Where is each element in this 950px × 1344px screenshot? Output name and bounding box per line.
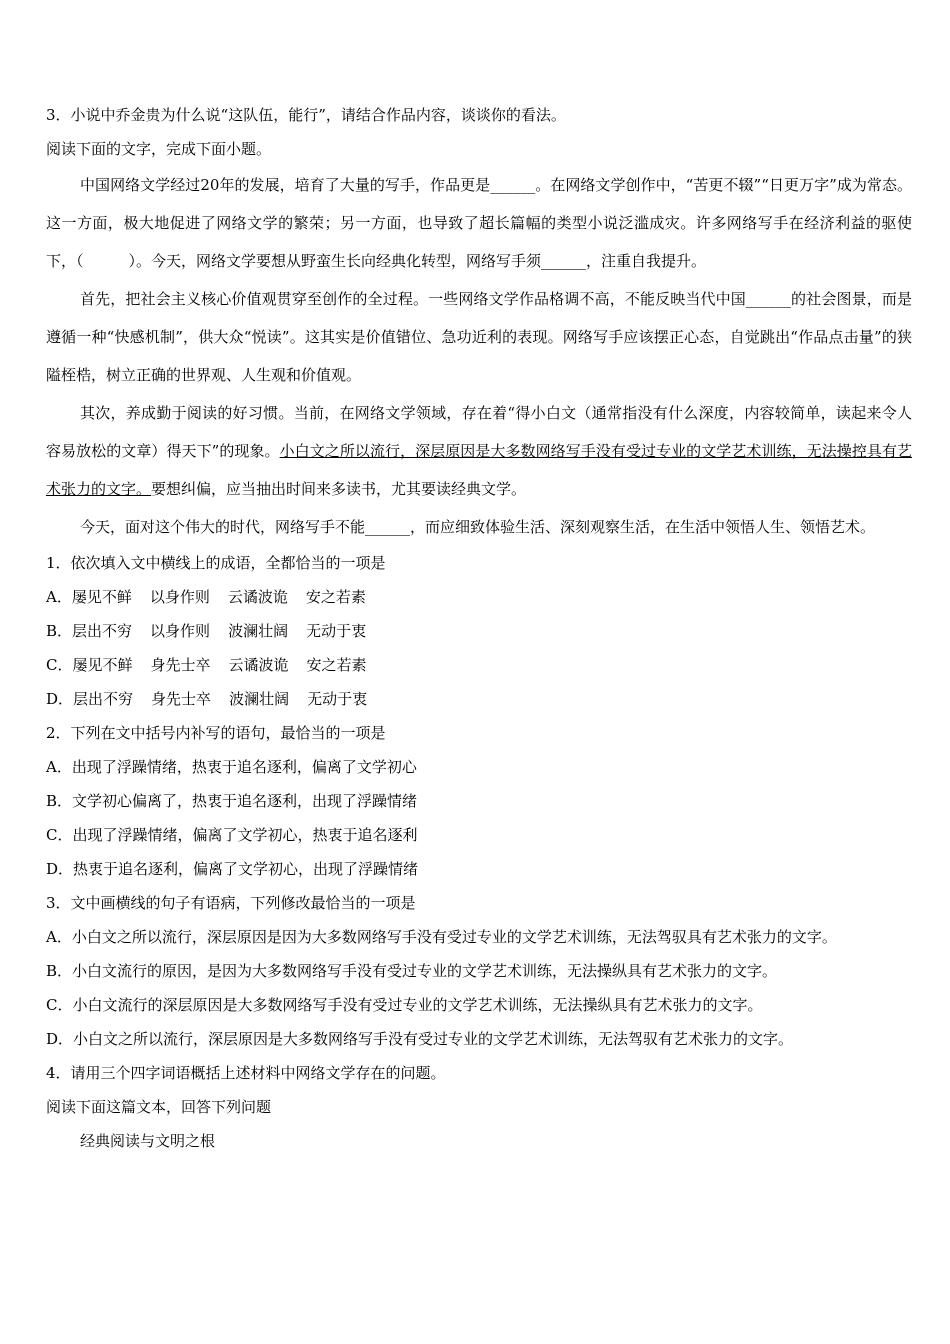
passage-paragraph-2: 首先，把社会主义核心价值观贯穿至创作的全过程。一些网络文学作品格调不高，不能反映当代中国______的社会图景，而是遵循一种“快感机制”，供大众“悦读”。这其实是价值错位、急功近利的表现。网络写手应该摆正心态，自觉跳出“作品点击量”的狭隘桎梏，树立正确的世界观、人生观和价值观。 bbox=[46, 290, 912, 384]
passage-p3-text: 其次，养成勤于阅读的好习惯。当前，在网络文学领域，存在着“得小白文（通常指没有什么深度，内容较简单，读起来令人容易放松的文章）得天下”的现象。 bbox=[46, 404, 912, 460]
question-4-stem: 4．请用三个四字词语概括上述材料中网络文学存在的问题。 bbox=[46, 1064, 446, 1082]
q2-option-a: A．出现了浮躁情绪，热衷于追名逐利，偏离了文学初心 bbox=[46, 758, 417, 776]
passage-p3-tail: 要想纠偏，应当抽出时间来多读书，尤其要读经典文学。 bbox=[151, 480, 527, 498]
question-3-stem: 3．文中画横线的句子有语病，下列修改最恰当的一项是 bbox=[46, 894, 416, 912]
passage-paragraph-1: 中国网络文学经过20年的发展，培育了大量的写手，作品更是______。在网络文学创作中，“苦更不辍”“日更万字”成为常态。这一方面，极大地促进了网络文学的繁荣；另一方面，也导致了超长篇幅的类型小说泛滥成灾。许多网络写手在经济利益的驱使下，（ ）。今天，网络文学要想从野蛮生长向经典化转型，网络写手须______，注重自我提升。 bbox=[46, 176, 912, 270]
q3-option-a: A．小白文之所以流行，深层原因是因为大多数网络写手没有受过专业的文学艺术训练，无法驾驭具有艺术张力的文字。 bbox=[46, 928, 837, 946]
q2-option-d: D．热衷于追名逐利，偏离了文学初心，出现了浮躁情绪 bbox=[46, 860, 419, 878]
q1-option-c: C．屡见不鲜 身先士卒 云谲波诡 安之若素 bbox=[46, 656, 367, 674]
section2-intro: 阅读下面这篇文本，回答下列问题 bbox=[46, 1098, 272, 1116]
previous-question-3: 3．小说中乔金贵为什么说“这队伍，能行”，请结合作品内容，谈谈你的看法。 bbox=[46, 106, 566, 124]
question-2-stem: 2．下列在文中括号内补写的语句，最恰当的一项是 bbox=[46, 724, 386, 742]
section-intro: 阅读下面的文字，完成下面小题。 bbox=[46, 140, 272, 158]
underlined-sentence: 小白文之所以流行，深层原因是大多数网络写手没有受过专业的文学艺术训练，无法操控具有艺术张力的文字。 bbox=[46, 442, 912, 498]
article-title: 经典阅读与文明之根 bbox=[80, 1132, 216, 1150]
q1-option-d: D．层出不穷 身先士卒 波澜壮阔 无动于衷 bbox=[46, 690, 368, 708]
question-1-stem: 1．依次填入文中横线上的成语，全都恰当的一项是 bbox=[46, 554, 386, 572]
q2-option-c: C．出现了浮躁情绪，偏离了文学初心，热衷于追名逐利 bbox=[46, 826, 418, 844]
q2-option-b: B．文学初心偏离了，热衷于追名逐利，出现了浮躁情绪 bbox=[46, 792, 418, 810]
document-page bbox=[46, 98, 912, 1158]
q3-option-d: D．小白文之所以流行，深层原因是大多数网络写手没有受过专业的文学艺术训练，无法驾驭有艺术张力的文字。 bbox=[46, 1030, 794, 1048]
q1-option-a: A．屡见不鲜 以身作则 云谲波诡 安之若素 bbox=[46, 588, 366, 606]
q3-option-c: C．小白文流行的深层原因是大多数网络写手没有受过专业的文学艺术训练，无法操纵具有艺术张力的文字。 bbox=[46, 996, 763, 1014]
passage-paragraph-3 bbox=[46, 394, 912, 508]
q3-option-b: B．小白文流行的原因，是因为大多数网络写手没有受过专业的文学艺术训练，无法操纵具有艺术张力的文字。 bbox=[46, 962, 778, 980]
passage-paragraph-4: 今天，面对这个伟大的时代，网络写手不能______，而应细致体验生活、深刻观察生活，在生活中领悟人生、领悟艺术。 bbox=[80, 518, 876, 536]
q1-option-b: B．层出不穷 以身作则 波澜壮阔 无动于衷 bbox=[46, 622, 367, 640]
